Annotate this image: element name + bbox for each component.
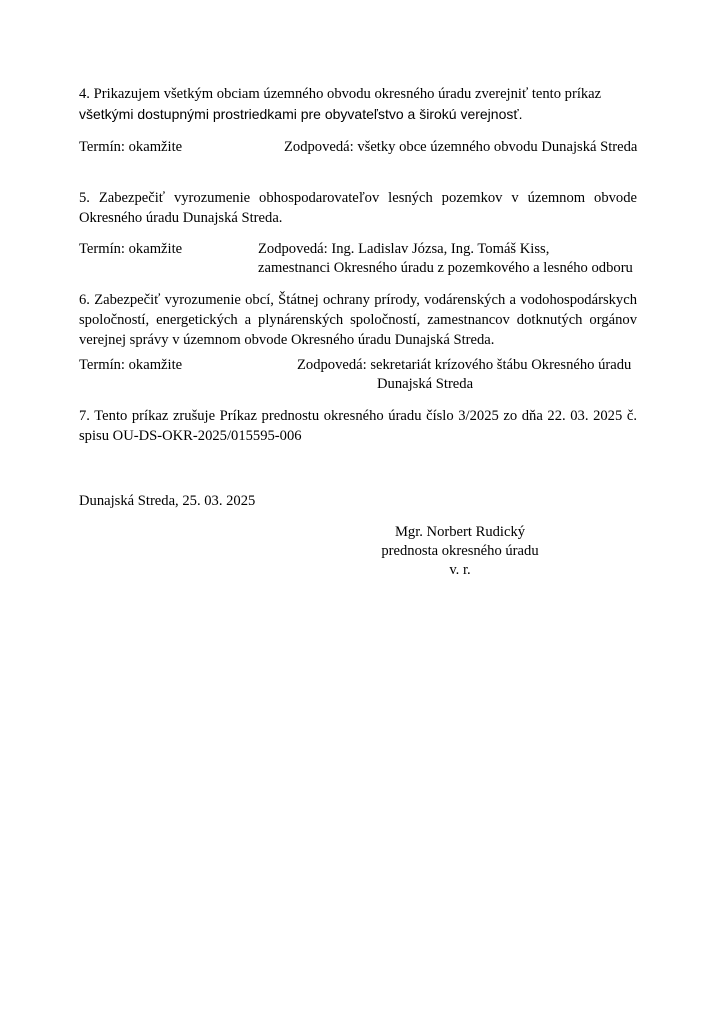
item-6-term: Termín: okamžite xyxy=(79,357,183,373)
item-5-term: Termín: okamžite xyxy=(79,241,183,257)
place-date: Dunajská Streda, 25. 03. 2025 xyxy=(79,493,256,509)
signature-note: v. r. xyxy=(449,562,471,578)
item-5-responsible-line-1: Zodpovedá: Ing. Ladislav Józsa, Ing. Tomáš Kiss, xyxy=(258,241,550,257)
item-6-responsible-line-1: Zodpovedá: sekretariát krízového štábu Okresného úradu xyxy=(297,357,632,373)
signature-name: Mgr. Norbert Rudický xyxy=(394,524,526,540)
item-4-line-1: 4. Prikazujem všetkým obciam územného obvodu okresného úradu zverejniť tento príkaz xyxy=(79,86,602,102)
item-4-line-2: všetkými dostupnými prostriedkami pre obyvateľstvo a širokú verejnosť. xyxy=(79,106,523,122)
item-7-text: 7. Tento príkaz zrušuje Príkaz prednostu okresného úradu číslo 3/2025 zo dňa 22. 03. 2025 č. spisu OU-DS-OKR-2025/015595-006 xyxy=(79,408,637,444)
item-6-responsible-line-2: Dunajská Streda xyxy=(377,376,474,392)
signature-title: prednosta okresného úradu xyxy=(381,543,539,559)
item-6-text: 6. Zabezpečiť vyrozumenie obcí, Štátnej ochrany prírody, vodárenských a vodohospodárskych spoločností, energetických a plynárenských spoločností, zamestnancov dotknutých orgánov verejnej správy v územnom obvode Okresného úradu Dunajská Streda. xyxy=(79,292,637,348)
item-5-text: 5. Zabezpečiť vyrozumenie obhospodarovateľov lesných pozemkov v územnom obvode Okresného úradu Dunajská Streda. xyxy=(79,190,637,226)
item-4-responsible: Zodpovedá: všetky obce územného obvodu Dunajská Streda xyxy=(284,139,638,155)
item-5-responsible-line-2: zamestnanci Okresného úradu z pozemkového a lesného odboru xyxy=(258,260,633,276)
item-4-term: Termín: okamžite xyxy=(79,139,183,155)
